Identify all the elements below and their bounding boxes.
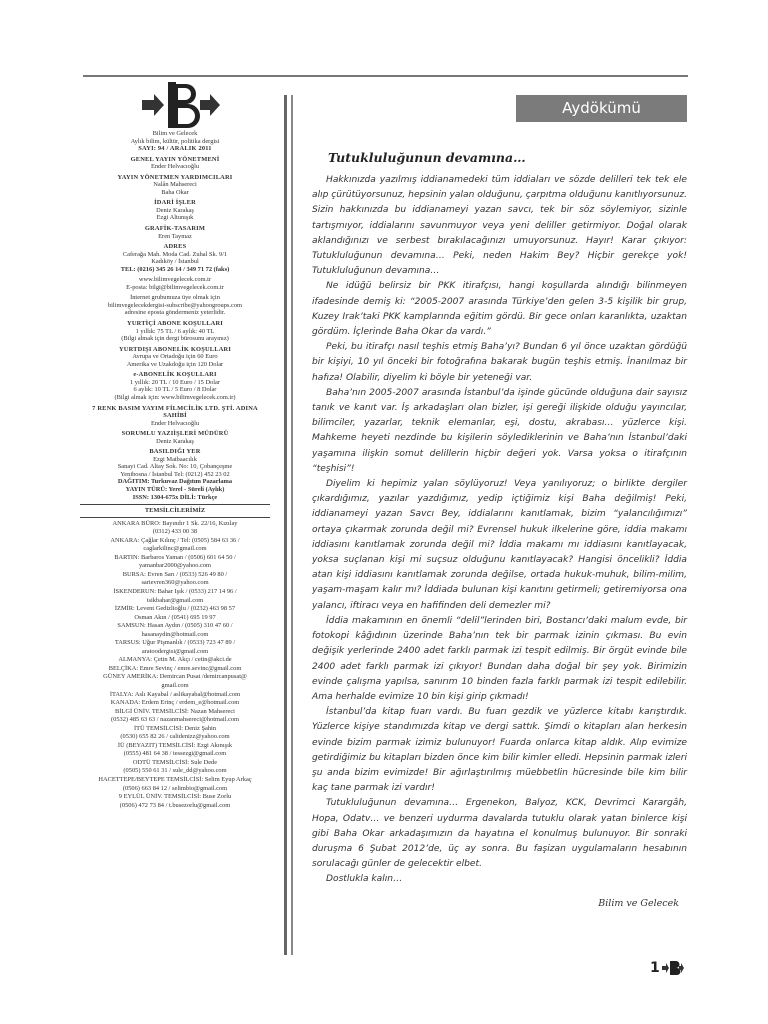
rep-line: hasanaydin@hotmail.com	[141, 630, 209, 638]
role-block: YAYIN YÖNETMEN YARDIMCILARI Nalân Mahsereci Baha Okar	[117, 173, 233, 196]
column-divider	[291, 95, 293, 955]
rep-line: (0555) 481 64 38 / tessezgi@gmail.com	[123, 750, 227, 758]
rep-line: BELÇİKA: Emre Sevinç / emre.sevinc@gmail.com	[108, 664, 242, 672]
role-block: GRAFİK-TASARIM Eren Taymaz	[144, 225, 206, 240]
rep-line: yamanbar2000@yahoo.com	[138, 562, 212, 570]
subscription-domestic: YURTİÇİ ABONE KOŞULLARI 1 yıllık: 75 TL / 6 aylık: 40 TL (Bilgi almak için dergi bürosunu arayınız)	[121, 320, 229, 343]
print-block: BASILDIĞI YER Ezgi Matbaacılık Sanayi Cad. Altay Sok. No: 10, Çobançeşme Yenibosna / İstanbul Tel: (0212) 452 23 02 DAĞITIM: Turkuvaz Dağıtım Pazarlama YAYIN TÜRÜ: Yerel - Süreli (Aylık) ISSN: 1304-675x DİLİ: Türkçe	[117, 448, 233, 501]
page-number-text: 1	[650, 960, 660, 976]
representatives-title: TEMSİLCİLERİMİZ	[144, 507, 206, 515]
section-header: Aydökümü	[516, 95, 687, 122]
rep-line: İZMİR: Levent Gedizlioğlu / (0232) 463 98 57	[114, 605, 236, 613]
article-paragraph: Tutukluluğunun devamına… Ergenekon, Balyoz, KCK, Devrimci Karargâh, Hopa, Odatv… ve benzeri uydurma davalarda tutuklu olarak yatan binlerce kişi gibi Baha Okar arkadaşımızın da hayatına el konulmuş bulunuyor. Bir sonraki duruşma 6 Şubat 2012’de, üç ay sonra. Bu faşizan uygulamaların hesabının sorulacağı günler de gelecektir elbet.	[312, 798, 687, 870]
subscription-e: e-ABONELİK KOŞULLARI 1 yıllık: 20 TL / 10 Euro / 15 Dolar 6 aylık: 10 TL / 5 Euro / 8 Dolar (Bilgi almak için: www.bilimvegelecek.com.tr)	[114, 371, 236, 401]
rep-line: caglarkilinc@gmail.com	[143, 545, 207, 553]
rep-line: İTÜ TEMSİLCİSİ: Deniz Şahin	[133, 724, 217, 732]
rep-line: aratoodergisi@gmail.com	[141, 647, 209, 655]
divider	[80, 504, 270, 505]
masthead-column	[80, 130, 270, 810]
rep-line: SAMSUN: Hasan Aydın / (0505) 310 47 60 /	[117, 622, 233, 630]
column-divider	[284, 95, 287, 955]
rep-line: ANKARA: Çağlar Kılınç / Tel: (0505) 584 63 36 /	[110, 536, 240, 544]
rep-line: BİLGİ ÜNİV. TEMSİLCİSİ: Nazan Mahsereci	[115, 707, 235, 715]
rep-line: 9 EYLÜL ÜNİV. TEMSİLCİSİ: Buse Zorlu	[118, 793, 232, 801]
rep-line: İTALYA: Aslı Kayabal / aslikayabal@hotmail.com	[109, 690, 241, 698]
rep-line: gmail.com	[161, 682, 189, 689]
issue-info: SAYI: 94 / ARALIK 2011	[138, 145, 212, 153]
editor-block: SORUMLU YAZIİŞLERİ MÜDÜRÜ Deniz Karakaş	[121, 430, 229, 445]
website-link[interactable]: www.bilimvegelecek.com.tr	[138, 276, 212, 284]
rep-line: İÜ (BEYAZIT) TEMSİLCİSİ: Ezgi Akınışık	[117, 741, 233, 749]
tagline: Aylık bilim, kültür, politika dergisi	[130, 137, 220, 145]
phone: TEL: (0216) 345 26 14 / 349 71 72 (faks)	[120, 265, 230, 273]
rep-line: (0312) 433 00 38	[152, 528, 198, 536]
role-block: İDARİ İŞLER Deniz Karakaş Ezgi Altunışık	[154, 199, 196, 222]
article-paragraph: Dostlukla kalın…	[326, 874, 403, 885]
article-paragraph: İddia makamının en önemli “delil”lerinden biri, Bostancı’daki malum evde, bir fotokopi kâğıdının üzerinde Baha’nın tek bir parmak izinin çıkması. Bu evin değişik yerlerinde 2400 adet farklı parmak izi tespit edilmiş. Bir örgüt evinde bile 2400 adet farklı parmak izi çıkıyor! Bundan daha doğal bir şey yok. Birimizin evinde çalışma yapılsa, sanırım 10 binden fazla farklı parmak izi tespit edilebilir. Ama herhalde evimize 10 bin kişi girip çıkmadı!	[312, 615, 687, 702]
rep-line: Osman Akın / (0541) 695 19 97	[134, 613, 216, 621]
article-paragraph: Baha’nın 2005-2007 arasında İstanbul’da işinde gücünde olduğuna dair sayısız tanık ve kanıt var. İş arkadaşları olan bizler, işi gereği ilişkide olduğu yayıncılar, bilimciler, yazarlar, teknik elemanlar, eşi, dostu, akrabası… yüzlerce kişi. Mahkeme heyeti nezdinde bu kişilerin söylediklerinin ve Baha’nın İstanbul’daki yaşamına ilişkin somut delillerin hiçbir değeri yok. Varsa yoksa o itirafçının “teşhisi”!	[312, 387, 687, 474]
address-block: ADRES Caferağa Mah. Moda Cad. Zuhal Sk. 9/1 Kadıköy / İstanbul TEL: (0216) 345 26 14 / 349 71 72 (faks)	[80, 243, 270, 273]
rep-line: (0530) 655 82 26 / calidenizz@yahoo.com	[120, 733, 230, 741]
rep-line: BARTIN: Barbaros Yaman / (0506) 601 64 50 /	[114, 553, 236, 561]
article-paragraph: Ne idüğü belirsiz bir PKK itirafçısı, hangi koşullarda alındığı bilinmeyen ifadesinde demiş ki: “2005-2007 arasında Türkiye’den gelen 3-5 kişilik bir grup, Kuzey Irak’taki PKK kamplarında eğitim gördü. Bir gece onları karanlıkta, uzaktan gördüm. İçlerinde Baha Okar da vardı.”	[312, 281, 687, 338]
rep-line: ALMANYA: Çetin M. Akçı / cetin@akci.de	[118, 656, 232, 664]
rep-line: (0505) 550 61 31 / sule_dd@yahoo.com	[123, 767, 227, 775]
rep-line: GÜNEY AMERİKA: Demircan Pusat /demircanpusat@	[103, 673, 247, 681]
article-paragraph: Diyelim ki hepimiz yalan söylüyoruz! Veya yanılıyoruz; o birlikte dergiler çıkardığımız, yazılar yazdığımız, yedip içtiğimiz kişi Baha değilmiş! Peki, iddianameyi yazan Savcı Bey, iddialarını kanıtlamak, bizim “yalancılığımızı” ortaya çıkarmak zorunda değil mi? Evrensel hukuk ilkelerine göre, iddia makamı iddiasını kanıtlamak zorunda değil mi? İddia makamı mı iddiasını kanıtlayacak, yoksa suçlanan kişi mi suçsuz olduğunu kanıtlayacak? Hangisi öncelikli? İddia atan kişi iddiasını kanıtlamak zorunda değilse, ortada hukuk-muhuk, bilim-milim, yaşam-maşam kalır mı? İddiada bulunan kişi kanıtını getirmeli; getiremiyorsa ona yalancı, iftiracı veya en hafifinden deli demezler mi?	[312, 479, 687, 611]
rep-line: (0532) 485 63 63 / nazanmahsereci@hotmail.com	[111, 716, 239, 724]
representatives-list	[80, 520, 270, 810]
rep-line: ODTÜ TEMSİLCİSİ: Sule Dede	[132, 758, 218, 766]
rep-line: KANADA: Erdem Erinç / erdem_e@hotmail.com	[110, 699, 240, 707]
owner-block: 7 RENK BASIM YAYIM FİLMCİLİK LTD. ŞTİ. ADINA SAHİBİ Ender Helvacıoğlu	[92, 404, 258, 427]
bilim-ve-gelecek-logo	[140, 80, 220, 130]
publication-name: Bilim ve Gelecek	[152, 130, 198, 137]
rep-line: (0506) 472 73 84 / t.busezorlu@gmail.com	[119, 801, 231, 809]
rep-line: ANKARA BÜRO: Bayındır 1 Sk. 22/16, Kızılay	[112, 519, 238, 527]
article-title: Tutukluluğunun devamına…	[328, 150, 526, 165]
rep-line: TARSUS: Uğur Pişmanlık / (0533) 723 47 89 /	[114, 639, 236, 647]
rep-line: HACETTEPE/BEYTEPE TEMSİLCİSİ: Selim Eyup Arkaç	[98, 776, 252, 784]
article-paragraph: İstanbul’da kitap fuarı vardı. Bu fuarı gezdik ve yüzlerce kitabı karıştırdık. Yüzlerce kişiye standımızda kitap ve dergi sattık. Şimdi o kitapları alan herkesin evinde bizim parmak izimiz bulunuyor! Fuarda onlarca kitap aldık. Alıp evimize getirdiğimiz bu kitapları bizden önce kim bilir kimler elledi. Hepsinin parmak izleri şu anda bizim evimizde! Bir ağırlaştırılmış müebbetlin hücresinde bile kim bilir kaç tane parmak izi vardır!	[312, 707, 687, 794]
rep-line: İSKENDERUN: Bahar Işık / (0533) 217 14 96 /	[113, 587, 237, 595]
logo-mark-icon	[662, 960, 684, 976]
article-signature: Bilim ve Gelecek	[598, 897, 679, 909]
top-rule	[83, 75, 688, 77]
rep-line: BURSA: Evren Sarı / (0533) 526 49 80 /	[122, 570, 228, 578]
article-paragraph: Hakkınızda yazılmış iddianamedeki tüm iddiaları ve sözde delilleri tek tek ele alıp çürütüyorsunuz, hepsinin yalan olduğunu, çarpıtma olduğunu kanıtlıyorsunuz. Sizin hakkınızda bu iddianameyi yazan savcı, tek bir söz söylemiyor, sizinle tartışmıyor, iddialarını savunmuyor veya yeni deliller getirmiyor. Doğal olarak aklandığınızı ve serbest bırakılacağınızı umuyorsunuz. Hayır! Karar çıkıyor: Tutukluluğunun devamına… Peki, neden Hakim Bey? Hiçbir gerekçe yok! Tutukluluğunun devamına…	[312, 175, 687, 277]
rep-line: isikbahar@gmail.com	[146, 596, 204, 604]
page-number	[650, 960, 684, 976]
editorial-article	[312, 140, 687, 909]
divider	[80, 517, 270, 518]
rep-line: sarievren360@yahoo.com	[141, 579, 209, 587]
role-block: GENEL YAYIN YÖNETMENİ Ender Helvacıoğlu	[130, 155, 220, 171]
internet-group: İnternet grubumuza üye olmak için bilimvegelecekdergisi-subscribe@yahoogroups.com adresine eposta göndermeniz yeterlidir.	[107, 294, 243, 317]
subscription-abroad: YURTDIŞI ABONELİK KOŞULLARI Avrupa ve Ortadoğu için 60 Euro Amerika ve Uzakdoğu için 120 Dolar	[118, 345, 232, 368]
article-paragraph: Peki, bu itirafçı nasıl teşhis etmiş Baha’yı? Bundan 6 yıl önce uzaktan gördüğü bir kişiyi, 10 yıl önceki bir fotoğrafına bakarak bugün teşhis etmiş. İnanılmaz bir hafıza! Olabilir, diyelim ki böyle bir yeteneği var.	[312, 342, 687, 383]
email-link[interactable]: E-posta: bilgi@bilimvegelecek.com.tr	[126, 283, 224, 291]
rep-line: (0506) 663 84 12 / selimbio@gmail.com	[122, 784, 228, 792]
